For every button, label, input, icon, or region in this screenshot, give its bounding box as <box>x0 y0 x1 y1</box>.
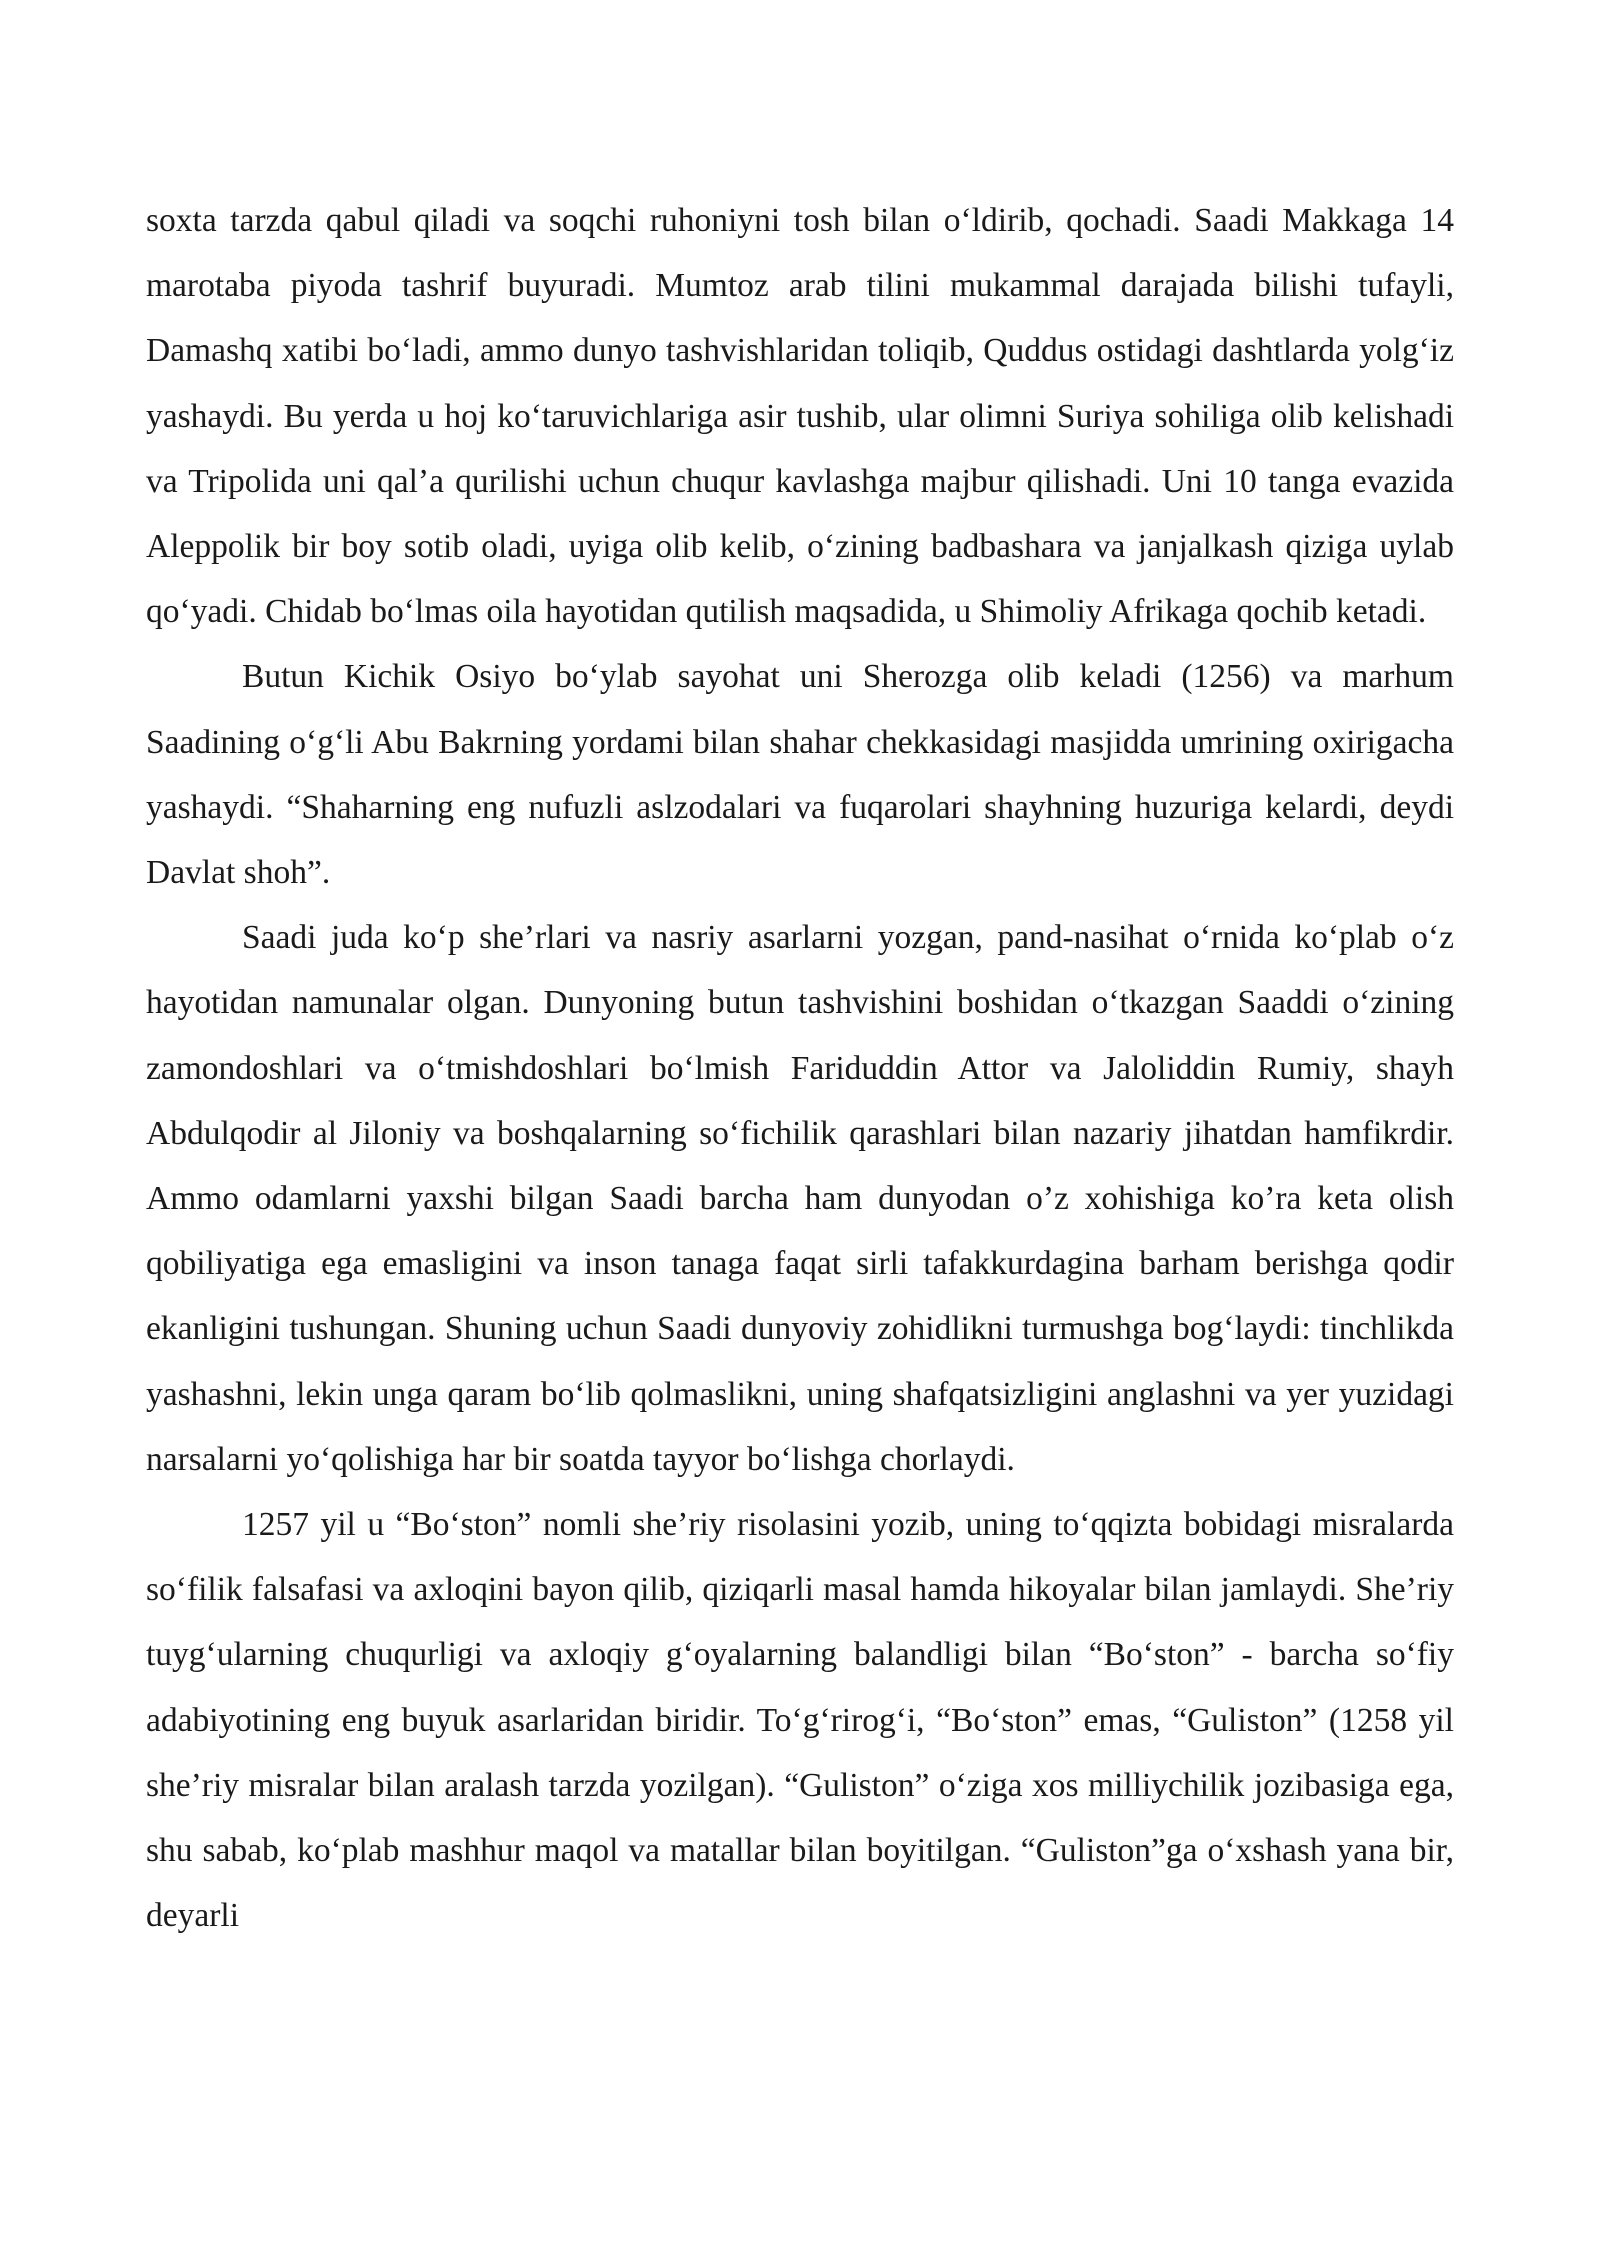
paragraph-continued: soxta tarzda qabul qiladi va soqchi ruhoniyni tosh bilan o‘ldirib, qochadi. Saadi Makkaga 14 marotaba piyoda tashrif buyuradi. Mumtoz arab tilini mukammal darajada bilishi tufayli, Damashq xatibi bo‘ladi, ammo dunyo tashvishlaridan toliqib, Quddus ostidagi dashtlarda yolg‘iz yashaydi. Bu yerda u hoj ko‘taruvichlariga asir tushib, ular olimni Suriya sohiliga olib kelishadi va Tripolida uni qal’a qurilishi uchun chuqur kavlashga majbur qilishadi. Uni 10 tanga evazida Aleppolik bir boy sotib oladi, uyiga olib kelib, o‘zining badbashara va janjalkash qiziga uylab qo‘yadi. Chidab bo‘lmas oila hayotidan qutilish maqsadida, u Shimoliy Afrikaga qochib ketadi. <box>146 202 1454 631</box>
paragraph-shiraz: Butun Kichik Osiyo bo‘ylab sayohat uni Sherozga olib keladi (1256) va marhum Saadining o‘g‘li Abu Bakrning yordami bilan shahar chekkasidagi masjidda umrining oxirigacha yashaydi. “Shaharning eng nufuzli aslzodalari va fuqarolari shayhning huzuriga kelardi, deydi Davlat shoh”. <box>146 658 1454 892</box>
paragraph-works: Saadi juda ko‘p she’rlari va nasriy asarlarni yozgan, pand-nasihat o‘rnida ko‘plab o‘z hayotidan namunalar olgan. Dunyoning butun tashvishini boshidan o‘tkazgan Saaddi o‘zining zamondoshlari va o‘tmishdoshlari bo‘lmish Fariduddin Attor va Jaloliddin Rumiy, shayh Abdulqodir al Jiloniy va boshqalarning so‘fichilik qarashlari bilan nazariy jihatdan hamfikrdir. Ammo odamlarni yaxshi bilgan Saadi barcha ham dunyodan o’z xohishiga ko’ra keta olish qobiliyatiga ega emasligini va inson tanaga faqat sirli tafakkurdagina barham berishga qodir ekanligini tushungan. Shuning uchun Saadi dunyoviy zohidlikni turmushga bog‘laydi: tinchlikda yashashni, lekin unga qaram bo‘lib qolmaslikni, uning shafqatsizligini anglashni va yer yuzidagi narsalarni yo‘qolishiga har bir soatda tayyor bo‘lishga chorlaydi. <box>146 919 1454 1478</box>
paragraph-boston: 1257 yil u “Bo‘ston” nomli she’riy risolasini yozib, uning to‘qqizta bobidagi misralarda so‘filik falsafasi va axloqini bayon qilib, qiziqarli masal hamda hikoyalar bilan jamlaydi. She’riy tuyg‘ularning chuqurligi va axloqiy g‘oyalarning balandligi bilan “Bo‘ston” - barcha so‘fiy adabiyotining eng buyuk asarlaridan biridir. To‘g‘rirog‘i, “Bo‘ston” emas, “Guliston” (1258 yil she’riy misralar bilan aralash tarzda yozilgan). “Guliston” o‘ziga xos milliychilik jozibasiga ega, shu sabab, ko‘plab mashhur maqol va matallar bilan boyitilgan. “Guliston”ga o‘xshash yana bir, deyarli <box>146 1506 1454 1935</box>
document-page <box>146 188 1454 1948</box>
